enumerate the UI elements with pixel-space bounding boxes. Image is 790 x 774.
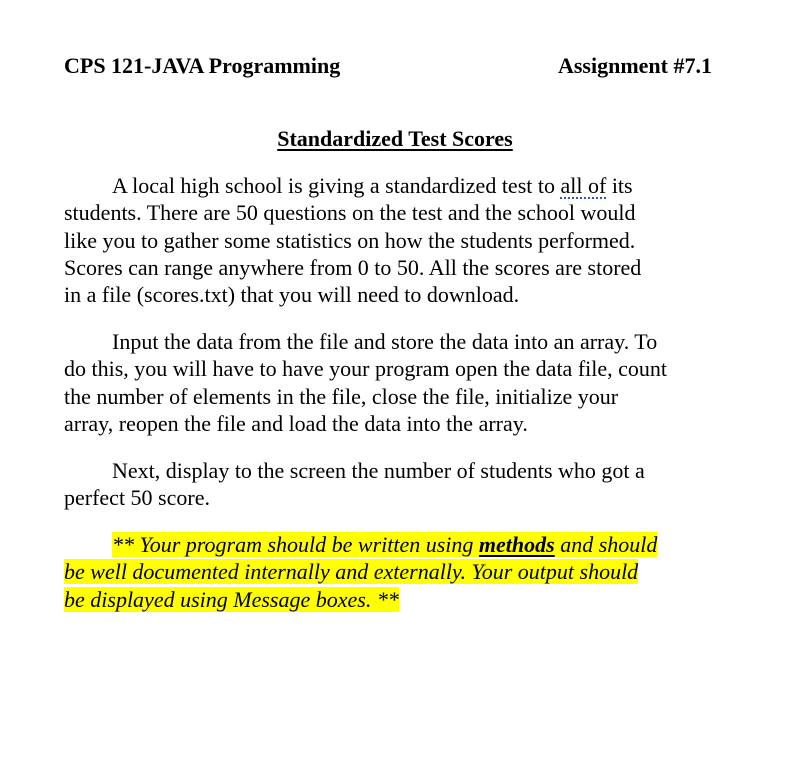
paragraph-line: like you to gather some statistics on how the students performed. (64, 227, 636, 253)
document-header (64, 50, 712, 82)
paragraph-line: do this, you will have to have your program open the data file, count (64, 356, 668, 382)
text-run: ** Your program should be written using (112, 532, 474, 557)
paragraph-display (64, 457, 736, 512)
paragraph-line: the number of elements in the file, close the file, initialize your (64, 383, 619, 409)
document-title-text: Standardized Test Scores (277, 126, 513, 151)
note-line (64, 531, 736, 558)
paragraph-line: perfect 50 score. (64, 485, 210, 511)
paragraph-line: students. There are 50 questions on the test and the school would (64, 200, 636, 226)
assignment-number: Assignment #7.1 (557, 53, 712, 78)
paragraph-intro (64, 172, 736, 308)
document-title (0, 124, 790, 154)
note-line (64, 586, 736, 613)
text-run: its (611, 173, 633, 198)
paragraph-input-data (64, 328, 736, 437)
paragraph-line: array, reopen the file and load the data into the array. (64, 410, 528, 436)
paragraph-line: Input the data from the file and store the data into an array. To (112, 329, 658, 354)
note-highlight: be displayed using Message boxes. ** (64, 586, 399, 612)
course-title: CPS 121-JAVA Programming (64, 53, 341, 78)
paragraph-line (64, 172, 736, 199)
paragraph-line: Scores can range anywhere from 0 to 50. All the scores are stored (64, 254, 642, 280)
note-line (64, 558, 736, 585)
text-run: A local high school is giving a standardized test to (112, 173, 555, 198)
note-highlight (112, 532, 657, 557)
text-run: and should (560, 532, 658, 557)
note-highlight: be well documented internally and externally. Your output should (64, 559, 639, 585)
methods-emphasis: methods (478, 532, 555, 557)
grammar-suggestion[interactable]: all of (560, 173, 607, 198)
paragraph-line: Next, display to the screen the number of students who got a (112, 458, 645, 483)
highlighted-note (64, 531, 736, 613)
paragraph-line: in a file (scores.txt) that you will need to download. (64, 282, 520, 308)
